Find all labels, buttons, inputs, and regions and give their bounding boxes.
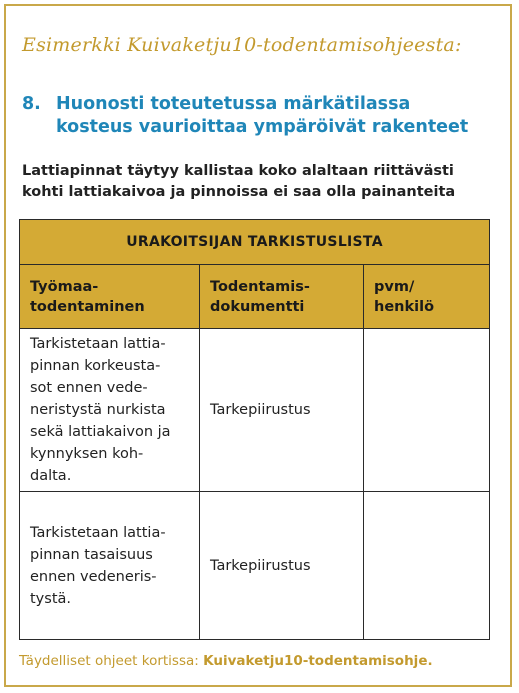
table-caption-row bbox=[20, 220, 490, 265]
column-header-verification-document bbox=[200, 265, 364, 329]
table-row bbox=[20, 492, 490, 640]
cell-line: pinnan korkeusta- bbox=[30, 358, 161, 374]
table-header-row bbox=[20, 265, 490, 329]
table-caption: URAKOITSIJAN TARKISTUSLISTA bbox=[20, 220, 490, 265]
lead-line-1: Lattiapinnat täytyy kallistaa koko alaltaan riittävästi bbox=[22, 163, 454, 179]
lead-line-2: kohti lattiakaivoa ja pinnoissa ei saa olla painanteita bbox=[22, 184, 456, 200]
column-header-site-verification bbox=[20, 265, 200, 329]
date-person-cell[interactable] bbox=[364, 329, 490, 492]
footer-card-link[interactable]: Kuivaketju10-todentamisohje. bbox=[203, 653, 433, 669]
verification-document-cell: Tarkepiirustus bbox=[200, 329, 364, 492]
cell-line: neristystä nurkista bbox=[30, 402, 166, 418]
column-header-line: dokumentti bbox=[210, 298, 305, 315]
lead-paragraph bbox=[22, 161, 502, 203]
site-verification-cell bbox=[20, 492, 200, 640]
section-number: 8. bbox=[22, 94, 41, 114]
cell-line: kynnyksen koh- bbox=[30, 446, 144, 462]
column-header-line: henkilö bbox=[374, 298, 435, 315]
column-header-line: Työmaa- bbox=[30, 278, 99, 295]
contractor-checklist-table bbox=[19, 219, 490, 640]
column-header-line: todentaminen bbox=[30, 298, 145, 315]
cell-line: Tarkistetaan lattia- bbox=[30, 524, 166, 541]
section-heading bbox=[22, 93, 502, 139]
cell-line: tystä. bbox=[30, 590, 72, 607]
section-heading-line1 bbox=[22, 93, 502, 116]
verification-document-cell: Tarkepiirustus bbox=[200, 492, 364, 640]
table-row bbox=[20, 329, 490, 492]
cell-line: Tarkistetaan lattia- bbox=[30, 336, 166, 352]
cell-line: sekä lattiakaivon ja bbox=[30, 424, 171, 440]
site-verification-cell bbox=[20, 329, 200, 492]
cell-line: sot ennen vede- bbox=[30, 380, 148, 396]
column-header-line: pvm/ bbox=[374, 278, 415, 295]
section-heading-text-1: Huonosti toteutetussa märkätilassa bbox=[56, 94, 411, 114]
cell-line: pinnan tasaisuus bbox=[30, 546, 153, 563]
footer-note bbox=[19, 653, 433, 669]
footer-prefix: Täydelliset ohjeet kortissa: bbox=[19, 653, 204, 669]
section-heading-text-2: kosteus vaurioittaa ympäröivät rakenteet bbox=[56, 117, 469, 137]
cell-line: dalta. bbox=[30, 468, 72, 484]
date-person-cell[interactable] bbox=[364, 492, 490, 640]
column-header-line: Todentamis- bbox=[210, 278, 310, 295]
card-header-title: Esimerkki Kuivaketju10-todentamisohjeesta: bbox=[22, 34, 462, 56]
cell-line: ennen vedeneris- bbox=[30, 568, 157, 585]
column-header-date-person bbox=[364, 265, 490, 329]
